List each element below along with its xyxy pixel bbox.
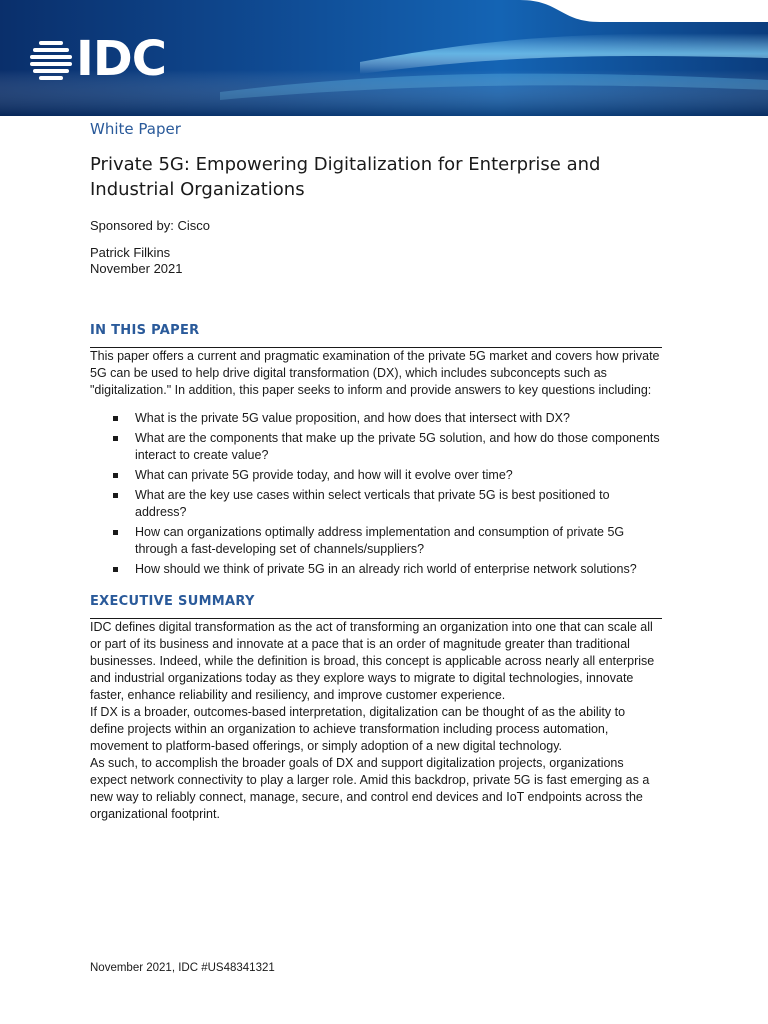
document-title: [90, 152, 662, 202]
bullet-icon: [113, 436, 118, 441]
sponsor-line: Sponsored by: Cisco: [90, 218, 210, 233]
bullet-icon: [113, 567, 118, 572]
document-type-label: White Paper: [90, 120, 181, 138]
section-heading-in-this-paper: IN THIS PAPER: [90, 323, 662, 348]
bullet-icon: [113, 530, 118, 535]
header-banner: [0, 0, 768, 116]
page-footer: November 2021, IDC #US48341321: [90, 962, 275, 974]
list-item: [90, 410, 662, 427]
list-item: [90, 524, 662, 558]
author-block: [90, 245, 662, 277]
bullet-icon: [113, 473, 118, 478]
logo-wordmark: IDC: [76, 31, 166, 87]
executive-summary-paragraph-1: IDC defines digital transformation as the act of transforming an organization into one that can scale all or part of its business and innovate at a pace that is an order of magnitude greater than traditional businesses. Indeed, while the definition is broad, this concept is applicable across nearly all enterprise and industrial organizations today as they explore ways to migrate to digital technologies, innovate faster, enhance reliability and resiliency, and improve customer experience.: [90, 620, 655, 702]
list-item: [90, 561, 662, 578]
in-this-paper-intro: This paper offers a current and pragmatic examination of the private 5G market and covers how private 5G can be used to help drive digital transformation (DX), which includes subconcepts such as "digitalization." In addition, this paper seeks to inform and provide answers to key questions including:: [90, 349, 660, 397]
list-item-text: How can organizations optimally address implementation and consumption of private 5G through a fast-developing set of channels/suppliers?: [135, 525, 625, 556]
list-item: [90, 467, 662, 484]
list-item-text: What are the components that make up the private 5G solution, and how do those components interact to create value?: [135, 431, 660, 462]
list-item-text: What can private 5G provide today, and how will it evolve over time?: [135, 468, 513, 482]
document-body: [90, 116, 662, 823]
idc-logo: [28, 31, 166, 87]
key-questions-list: [90, 410, 662, 578]
publication-date: November 2021: [90, 261, 183, 276]
document-title-line-2: Industrial Organizations: [90, 179, 305, 200]
list-item-text: How should we think of private 5G in an already rich world of enterprise network solutions?: [135, 562, 637, 576]
bullet-icon: [113, 416, 118, 421]
list-item: [90, 430, 662, 464]
document-title-line-1: Private 5G: Empowering Digitalization for Enterprise and: [90, 154, 601, 175]
author-name: Patrick Filkins: [90, 245, 171, 260]
list-item-text: What are the key use cases within select verticals that private 5G is best positioned to address?: [135, 488, 610, 519]
executive-summary-paragraph-3: As such, to accomplish the broader goals of DX and support digitalization projects, organizations expect network connectivity to play a larger role. Amid this backdrop, private 5G is fast emerging as a new way to reliably connect, manage, secure, and control end devices and IoT endpoints across the organizational footprint.: [90, 756, 650, 821]
bullet-icon: [113, 493, 118, 498]
list-item: [90, 487, 662, 521]
section-heading-executive-summary: EXECUTIVE SUMMARY: [90, 594, 662, 619]
executive-summary-paragraph-2: If DX is a broader, outcomes-based interpretation, digitalization can be thought of as the ability to define projects within an organization to achieve transformation including process automation, movement to platform-based offerings, or simply adoption of a new digital technology.: [90, 705, 626, 753]
list-item-text: What is the private 5G value proposition, and how does that intersect with DX?: [135, 411, 570, 425]
globe-icon: [28, 36, 74, 82]
